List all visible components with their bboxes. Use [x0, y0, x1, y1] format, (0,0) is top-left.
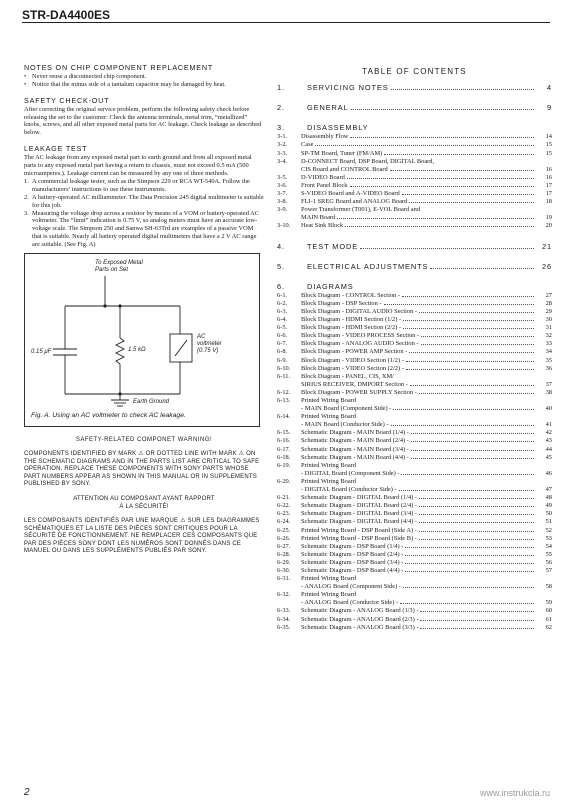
toc-entry-page: 45 [545, 453, 552, 461]
toc-section[interactable]: 6. DIAGRAMS [277, 281, 354, 291]
warning-french: LES COMPOSANTS IDENTIFIÉS PAR UNE MARQUE ⚠ SUR LES DIAGRAMMES SCHÉMATIQUES ET LA LISTE DES PIÈCES SONT CRITIQUES POUR LA SÉCURITÉ DE FONCTIONNEMENT. NE REMPLACER CES COMPOSANTS QUE PAR DES PIÈCES SONY DONT LES NUMÉROS SONT DONNÉS DANS CE MANUEL OU DANS LES SUPPLÉMENTS PUBLIÉS PAR SONY. [24, 518, 260, 555]
toc-entry[interactable] [277, 559, 552, 567]
toc-entry-label: Block Diagram - VIDEO Section (2/2) - [301, 364, 404, 372]
toc-entry-number: 6-35. [277, 623, 291, 631]
parts-on-set-label: Parts on Set [95, 267, 129, 274]
toc-entry-number: 6-30. [277, 566, 291, 574]
toc-entry[interactable] [277, 551, 552, 559]
toc-entry[interactable] [277, 357, 552, 365]
toc-entry-label: Block Diagram - VIDEO PROCESS Section - [301, 332, 420, 340]
toc-entry-number: 6-3. [277, 307, 288, 315]
toc-entry-number: 6-13. [277, 397, 291, 404]
toc-entry[interactable] [277, 421, 552, 429]
toc-entry-label: MAIN Board [301, 214, 336, 222]
toc-entry-label: Printed Wiring Board - DSP Board (Side B) - [301, 534, 417, 542]
toc-entry[interactable] [277, 150, 552, 158]
dot-leader [393, 409, 534, 410]
toc-entry-page: 52 [545, 526, 552, 534]
toc-entry-number: 6-33. [277, 607, 291, 615]
toc-entry[interactable] [277, 373, 552, 381]
toc-entry[interactable] [277, 397, 552, 405]
toc-entry-number: 3-8. [277, 198, 288, 206]
toc-entry-label: Schematic Diagram - ANALOG Board (3/3) - [301, 623, 419, 631]
toc-entry[interactable] [277, 174, 552, 182]
toc-section[interactable]: 2. GENERAL 9 [277, 103, 552, 113]
dot-leader [405, 571, 534, 572]
toc-section[interactable]: 3. DISASSEMBLY [277, 123, 369, 133]
toc-entry-number: 6-7. [277, 340, 288, 348]
toc-entry-label: Schematic Diagram - MAIN Board (1/4) - [301, 429, 409, 437]
toc-entry-page: 35 [545, 356, 552, 364]
toc-entry-page: 16 [545, 173, 552, 181]
toc-entry-label: Printed Wiring Board [301, 591, 357, 599]
toc-entry[interactable] [277, 141, 552, 149]
leakage-text: The AC leakage from any exposed metal part to earth ground and from all exposed metal parts to any exposed metal part having a return to chassis, must not exceed 0.5 mA (500 microamperes.). Leakage current can be measured by any one of three methods. [24, 154, 252, 177]
toc-entry-page: 38 [545, 388, 552, 396]
toc-entry-page: 18 [545, 198, 552, 206]
dot-leader [315, 145, 534, 146]
toc-entry[interactable] [277, 308, 552, 316]
safety-title: SAFETY CHECK-OUT [24, 95, 110, 105]
dot-leader [419, 498, 534, 499]
toc-entry-label: - MAIN Board (Conductor Side) - [301, 421, 389, 429]
toc-entry[interactable] [277, 518, 552, 526]
toc-entry[interactable] [277, 332, 552, 340]
voltmeter-label: voltmeter [197, 341, 222, 348]
toc-entry-number: 6-14. [277, 413, 291, 421]
toc-entry-number: 6-11. [277, 372, 291, 380]
toc-entry-label: S-VIDEO Board and A-VIDEO Board [301, 190, 400, 198]
toc-entry-page: 51 [545, 518, 552, 526]
dot-leader [420, 611, 534, 612]
resistor-label: 1.5 kΩ [128, 347, 146, 354]
toc-entry-page: 60 [545, 607, 552, 615]
toc-entry-number: 6-28. [277, 550, 291, 558]
toc-entry[interactable] [277, 340, 552, 348]
toc-entry-number: 3-10. [277, 222, 291, 230]
toc-entry-label: Case [301, 141, 314, 149]
dot-leader [403, 587, 534, 588]
toc-entry-label: Schematic Diagram - ANALOG Board (1/3) - [301, 607, 419, 615]
dot-leader [390, 170, 534, 171]
toc-entry[interactable] [277, 389, 552, 397]
toc-entry[interactable] [277, 494, 552, 502]
toc-entry-page: 59 [545, 599, 552, 607]
toc-entry-number: 6-23. [277, 510, 291, 518]
toc-entry-label: - ANALOG Board (Component Side) - [301, 583, 401, 591]
dot-leader [405, 555, 534, 556]
toc-entry[interactable] [277, 454, 552, 462]
warning-title: SAFETY-RELATED COMPONET WARNING! [75, 437, 213, 444]
dot-leader [406, 369, 534, 370]
toc-entry-label: Schematic Diagram - ANALOG Board (2/3) - [301, 615, 419, 623]
model-header: STR-DA4400ES [22, 8, 111, 22]
toc-entry[interactable] [277, 198, 552, 206]
toc-entry-number: 6-1. [277, 291, 288, 299]
dot-leader [337, 218, 534, 219]
toc-entry[interactable] [277, 348, 552, 356]
dot-leader [419, 514, 534, 515]
capacitor-label: 0.15 μF [31, 349, 52, 356]
toc-entry[interactable] [277, 462, 552, 470]
toc-entry-label: Power Transformer (T001), E-VOL Board and [301, 206, 421, 214]
toc-entry-label: Block Diagram - HDMI Section (1/2) - [301, 316, 402, 324]
toc-entry-page: 15 [545, 149, 552, 157]
dot-leader [419, 393, 534, 394]
toc-entry-number: 6-17. [277, 445, 291, 453]
dot-leader [403, 320, 534, 321]
dot-leader [401, 474, 534, 475]
toc-entry-label: - MAIN Board (Component Side) - [301, 405, 392, 413]
toc-section[interactable]: 1. SERVICING NOTES 4 [277, 83, 552, 93]
toc-entry-page: 28 [545, 299, 552, 307]
dot-leader [410, 385, 534, 386]
toc-entry-page: 16 [545, 165, 552, 173]
toc-entry[interactable] [277, 214, 552, 222]
attention-line-1: ATTENTION AU COMPOSANT AYANT RAPPORT [73, 495, 215, 502]
dot-leader [347, 178, 534, 179]
toc-entry-number: 6-9. [277, 356, 288, 364]
toc-entry[interactable] [277, 133, 552, 141]
toc-entry-number: 6-16. [277, 437, 291, 445]
warning-english: COMPONENTS IDENTIFIED BY MARK ⚠ OR DOTTED LINE WITH MARK ⚠ ON THE SCHEMATIC DIAGRAMS AND IN THE PARTS LIST ARE CRITICAL TO SAFE OPERATION. REPLACE THESE COMPONENTS WITH SONY PARTS WHOSE PART NUMBERS APPEAR AS SHOWN IN THIS MANUAL OR IN SUPPLEMENTS PUBLISHED BY SONY. [24, 450, 260, 488]
toc-entry-page: 42 [545, 429, 552, 437]
dot-leader [411, 433, 534, 434]
dot-leader [350, 186, 534, 187]
leakage-title: LEAKAGE TEST [24, 144, 88, 154]
dot-leader [405, 563, 534, 564]
dot-leader [419, 312, 534, 313]
toc-entry[interactable] [277, 502, 552, 510]
toc-entry[interactable] [277, 478, 552, 486]
toc-entry[interactable] [277, 222, 552, 230]
toc-entry-label: Block Diagram - VIDEO Section (1/2) - [301, 356, 404, 364]
toc-entry-label: Block Diagram - HDMI Section (2/2) - [301, 324, 402, 332]
watermark: www.instrukcia.ru [479, 788, 550, 798]
toc-entry-label: SIRIUS RECEIVER, DMPORT Section - [301, 380, 408, 388]
toc-entry-number: 6-27. [277, 542, 291, 550]
toc-title: TABLE OF CONTENTS [362, 67, 467, 76]
toc-entry-number: 3-4. [277, 157, 288, 165]
toc-entry[interactable] [277, 292, 552, 300]
toc-section[interactable]: 4. TEST MODE 21 [277, 241, 552, 251]
toc-entry-label: Schematic Diagram - DIGITAL Board (1/4) - [301, 494, 418, 502]
toc-entry-number: 3-1. [277, 133, 288, 141]
toc-entry[interactable] [277, 206, 552, 214]
toc-entry-page: 41 [545, 421, 552, 429]
toc-entry-number: 6-15. [277, 429, 291, 437]
toc-entry[interactable] [277, 624, 552, 632]
dot-leader [419, 531, 534, 532]
toc-entry-page: 56 [545, 558, 552, 566]
toc-entry-number: 6-22. [277, 502, 291, 510]
toc-entry-page: 53 [545, 534, 552, 542]
toc-entry[interactable] [277, 365, 552, 373]
figure-caption: Fig. A. Using an AC voltmeter to check AC leakage. [31, 412, 186, 420]
dot-leader [411, 458, 534, 459]
toc-entry-number: 6-32. [277, 591, 291, 599]
toc-entry[interactable] [277, 591, 552, 599]
toc-entry[interactable] [277, 316, 552, 324]
dot-leader [411, 441, 534, 442]
table-of-contents [277, 68, 552, 632]
toc-entry-label: Printed Wiring Board [301, 397, 357, 404]
toc-entry-label: - DIGITAL Board (Conductor Side) - [301, 486, 397, 494]
toc-entry-page: 37 [545, 380, 552, 388]
dot-leader [409, 352, 534, 353]
dot-leader [384, 154, 534, 155]
toc-entry-label: Printed Wiring Board - DSP Board (Side A) - [301, 526, 417, 534]
toc-entry-number: 6-19. [277, 461, 291, 469]
toc-entry-page: 30 [545, 316, 552, 324]
dot-leader [391, 425, 535, 426]
toc-entry-page: 57 [545, 566, 552, 574]
toc-entry-label: Schematic Diagram - DSP Board (1/4) - [301, 542, 404, 550]
toc-entry-number: 6-21. [277, 494, 291, 502]
toc-entry-number: 6-2. [277, 299, 288, 307]
toc-entry-page: 44 [545, 445, 552, 453]
toc-entry-label: Schematic Diagram - MAIN Board (3/4) - [301, 445, 409, 453]
attention-line-2: À LA SÉCURITÉ! [119, 503, 169, 510]
toc-entry[interactable] [277, 429, 552, 437]
toc-entry-page: 17 [545, 190, 552, 198]
toc-entry-page: 14 [545, 133, 552, 141]
dot-leader [419, 522, 534, 523]
dot-leader [421, 336, 534, 337]
toc-entry-page: 31 [545, 324, 552, 332]
to-exposed-label: To Exposed Metal [95, 260, 143, 267]
toc-entry[interactable] [277, 437, 552, 445]
ac-label: AC [197, 334, 206, 341]
toc-entry-label: Schematic Diagram - MAIN Board (4/4) - [301, 453, 409, 461]
toc-entry-page: 27 [545, 291, 552, 299]
note-item: • Notice that the minus side of a tantalum capacitor may be damaged by heat. [24, 80, 226, 88]
toc-entry[interactable] [277, 324, 552, 332]
voltage-label: (0.75 V) [197, 348, 219, 355]
dot-leader [420, 628, 534, 629]
toc-disassembly-list [277, 133, 552, 230]
toc-entry-page: 49 [545, 502, 552, 510]
dot-leader [399, 490, 534, 491]
toc-entry[interactable] [277, 381, 552, 389]
toc-entry[interactable] [277, 470, 552, 478]
dot-leader [345, 226, 534, 227]
toc-entry-number: 6-26. [277, 534, 291, 542]
toc-entry-label: D-VIDEO Board [301, 173, 345, 181]
toc-entry-page: 55 [545, 550, 552, 558]
dot-leader [400, 603, 534, 604]
toc-entry-label: Block Diagram - POWER SUPPLY Section - [301, 388, 417, 396]
toc-entry-label: CIS Board and CONTROL Board [301, 165, 388, 173]
toc-entry-label: Printed Wiring Board [301, 575, 357, 583]
toc-entry-label: Block Diagram - CONTROL Section - [301, 291, 400, 299]
toc-entry-label: Printed Wiring Board [301, 413, 357, 421]
toc-entry-number: 6-6. [277, 332, 288, 340]
toc-entry-number: 3-9. [277, 206, 288, 214]
toc-entry-number: 3-5. [277, 173, 288, 181]
dot-leader [402, 296, 534, 297]
safety-text: After correcting the original service problem, perform the following safety check before releasing the set to the customer: Check the antenna terminals, metal trim, “metallized” knobs, screws, and all other exposed metal parts for AC leakage. Check leakage as described below. [24, 105, 262, 137]
dot-leader [403, 328, 534, 329]
toc-entry-label: Printed Wiring Board [301, 477, 357, 485]
toc-entry-number: 6-8. [277, 348, 288, 356]
toc-entry-label: Heat Sink Block [301, 222, 344, 230]
toc-entry[interactable] [277, 158, 552, 166]
toc-entry-number: 6-29. [277, 558, 291, 566]
toc-entry-page: 36 [545, 364, 552, 372]
toc-entry-label: - ANALOG Board (Conductor Side) - [301, 599, 399, 607]
method-item: 3. Measuring the voltage drop across a resistor by means of a VOM or battery-operated AC voltmeter. The “limit” indication is 0.75 V, so analog meters must have an accurate low-voltage scale. The Simpson 250 and Sanwa SH-63Trd are examples of a passive VOM that is suitable. Nearly all battery operated digital multimeters that have a 2 V AC range are suitable. (See Fig. A) [24, 209, 260, 249]
toc-entry-page: 61 [545, 615, 552, 623]
toc-entry-label: Block Diagram - DSP Section - [301, 299, 382, 307]
toc-entry-number: 6-4. [277, 316, 288, 324]
toc-entry-label: Block Diagram - DIGITAL AUDIO Section - [301, 307, 418, 315]
dot-leader [350, 137, 534, 138]
dot-leader [384, 304, 534, 305]
dot-leader [405, 547, 534, 548]
page-number: 2 [24, 787, 30, 798]
toc-entry-page: 15 [545, 141, 552, 149]
toc-entry[interactable] [277, 616, 552, 624]
toc-entry-page: 33 [545, 340, 552, 348]
toc-entry-page: 46 [545, 469, 552, 477]
notes-title: NOTES ON CHIP COMPONENT REPLACEMENT [24, 63, 214, 72]
toc-entry[interactable] [277, 583, 552, 591]
toc-entry[interactable] [277, 527, 552, 535]
toc-diagrams-list [277, 292, 552, 632]
toc-entry[interactable] [277, 190, 552, 198]
toc-entry[interactable] [277, 486, 552, 494]
toc-entry-label: Printed Wiring Board [301, 461, 357, 469]
toc-entry-label: FLI-1 SREG Board and ANALOG Board [301, 198, 408, 206]
toc-entry-page: 34 [545, 348, 552, 356]
toc-entry-label: SP-TM Board, Tuner (FM/AM) [301, 149, 383, 157]
toc-entry[interactable] [277, 575, 552, 583]
toc-entry-label: Schematic Diagram - DSP Board (4/4) - [301, 566, 404, 574]
toc-entry-number: 6-12. [277, 388, 291, 396]
dot-leader [419, 539, 534, 540]
toc-entry-label: Front Panel Block [301, 181, 348, 189]
toc-entry[interactable] [277, 607, 552, 615]
toc-entry-page: 17 [545, 181, 552, 189]
toc-entry-label: - DIGITAL Board (Component Side) - [301, 469, 400, 477]
toc-entry-label: Disassembly Flow [301, 133, 349, 141]
toc-entry-page: 43 [545, 437, 552, 445]
toc-entry-page: 20 [545, 222, 552, 230]
toc-entry-page: 47 [545, 486, 552, 494]
toc-entry-number: 3-6. [277, 181, 288, 189]
toc-entry[interactable] [277, 567, 552, 575]
toc-entry-page: 40 [545, 405, 552, 413]
toc-entry-page: 19 [545, 214, 552, 222]
toc-entry-label: Block Diagram - PANEL, CIS, XM/ [301, 372, 394, 380]
dot-leader [420, 620, 534, 621]
toc-entry-label: Schematic Diagram - DIGITAL Board (2/4) - [301, 502, 418, 510]
toc-entry-label: Schematic Diagram - DSP Board (2/4) - [301, 550, 404, 558]
dot-leader [411, 450, 534, 451]
toc-entry-page: 29 [545, 307, 552, 315]
toc-entry-number: 6-31. [277, 575, 291, 583]
toc-entry-number: 6-25. [277, 526, 291, 534]
toc-entry-number: 6-5. [277, 324, 288, 332]
toc-entry-page: 62 [545, 623, 552, 631]
toc-entry[interactable] [277, 166, 552, 174]
toc-entry-label: Block Diagram - POWER AMP Section - [301, 348, 408, 356]
toc-entry-page: 54 [545, 542, 552, 550]
toc-section[interactable]: 5. ELECTRICAL ADJUSTMENTS 26 [277, 261, 552, 271]
toc-entry-number: 6-10. [277, 364, 291, 372]
toc-entry-label: Schematic Diagram - DIGITAL Board (3/4) - [301, 510, 418, 518]
toc-entry-number: 3-3. [277, 149, 288, 157]
toc-entry-page: 48 [545, 494, 552, 502]
method-item: 2. A battery-operated AC milliammeter. The Data Precision 245 digital multimeter is suitable for this job. [24, 193, 264, 209]
dot-leader [409, 202, 534, 203]
toc-entry[interactable] [277, 413, 552, 421]
toc-entry-number: 6-18. [277, 453, 291, 461]
figure-a [24, 253, 260, 427]
toc-entry-page: 32 [545, 332, 552, 340]
dot-leader [406, 361, 534, 362]
toc-entry[interactable] [277, 599, 552, 607]
toc-entry-label: D-CONNECT Board, DSP Board, DIGITAL Board, [301, 157, 435, 165]
header-rule [22, 22, 550, 23]
earth-ground-label: Earth Ground [133, 399, 170, 406]
toc-entry-number: 6-24. [277, 518, 291, 526]
toc-entry-label: Schematic Diagram - DIGITAL Board (4/4) - [301, 518, 418, 526]
toc-entry[interactable] [277, 182, 552, 190]
toc-entry[interactable] [277, 510, 552, 518]
toc-entry-page: 50 [545, 510, 552, 518]
dot-leader [421, 344, 535, 345]
toc-entry-label: Schematic Diagram - DSP Board (3/4) - [301, 558, 404, 566]
dot-leader [402, 194, 534, 195]
toc-entry-page: 58 [545, 583, 552, 591]
toc-entry-label: Block Diagram - ANALOG AUDIO Section - [301, 340, 419, 348]
toc-entry-number: 3-7. [277, 190, 288, 198]
toc-entry-number: 6-20. [277, 477, 291, 485]
toc-entry[interactable] [277, 535, 552, 543]
toc-entry[interactable] [277, 543, 552, 551]
method-item: 1. A commercial leakage tester, such as the Simpson 229 or RCA WT-540A. Follow the manufacturers’ instructions to use these instruments. [24, 177, 250, 193]
toc-entry[interactable] [277, 300, 552, 308]
note-item: • Never reuse a disconnected chip component. [24, 72, 147, 80]
toc-entry-number: 6-34. [277, 615, 291, 623]
toc-entry-label: Schematic Diagram - MAIN Board (2/4) - [301, 437, 409, 445]
toc-entry[interactable] [277, 446, 552, 454]
toc-entry[interactable] [277, 405, 552, 413]
left-column [24, 64, 264, 556]
dot-leader [419, 506, 534, 507]
toc-entry-number: 3-2. [277, 141, 288, 149]
